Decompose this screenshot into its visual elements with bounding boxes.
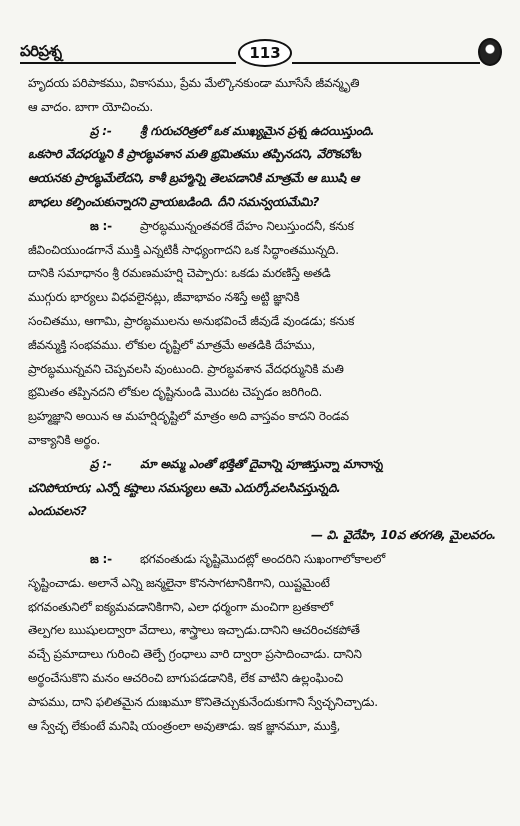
answer-line: ప్రారబ్ధమున్నవని చెప్పవలసి వుంటుంది. ప్రారబ్ధవశాన వేదధర్మునికి మతి: [28, 361, 344, 376]
question-text: మా అమ్మ ఎంతో భక్తితో దైవాన్ని పూజిస్తున్నా మానాన్న: [140, 456, 383, 471]
answer-line: పాపము, దాని ఫలితమైన దుఃఖమూ కొనితెచ్చుకునేందుకుగాని స్వేచ్ఛనిచ్చాడు.: [28, 694, 378, 709]
answer-2-first-line: [28, 548, 496, 572]
answer-1-first-line: [28, 215, 496, 239]
answer-line: ముగ్గురు భార్యలు విధవలైనట్లు, జీవాభావం నశిస్తే అట్టి జ్ఞానికి: [28, 290, 300, 305]
question-line: ఒకసారి వేదధర్ముని కి ప్రారబ్ధవశాన మతి భ్రమితము తప్పినదని, వేరొకచోట: [28, 147, 361, 162]
running-title: పరిప్రశ్న: [20, 42, 62, 60]
portrait-icon: [478, 38, 502, 66]
answer-line: జీవన్ముక్తి సంభవము. లోకుల దృష్టిలో మాత్రమే అతడికి దేహము,: [28, 337, 316, 352]
question-1-first-line: [28, 120, 496, 144]
answer-line: తెల్పగల ఋషులద్వారా వేదాలు, శాస్త్రాలు ఇచ్చాడు.దానిని ఆచరించకపోతే: [28, 623, 360, 638]
question-text: శ్రీ గురుచరిత్రలో ఒక ముఖ్యమైన ప్రశ్న ఉదయిస్తుంది.: [140, 123, 375, 138]
answer-text: భగవంతుడు సృష్టిమొదట్లో అందరిని సుఖంగాలోకాలలో: [140, 551, 386, 566]
answer-line: అర్థంచేసుకొని మనం ఆచరించి బాగుపడడానికి, లేక వాటిని ఉల్లంఘించి: [28, 670, 344, 685]
header-rule-left: [20, 62, 236, 64]
answer-line: సంచితము, ఆగామి, ప్రారబ్ధములను అనుభవించే జీవుడే వుండడు; కనుక: [28, 313, 355, 328]
answer-line: ఆ స్వేచ్ఛ లేకుంటే మనిషి యంత్రంలా అవుతాడు. ఇక జ్ఞానమూ, ముక్తి,: [28, 718, 341, 733]
answer-line: బ్రహ్మజ్ఞాని అయిన ఆ మహర్షిదృష్టిలో మాత్రం అది వాస్తవం కాదని రెండవ: [28, 409, 349, 424]
answer-line: జీవించియుండగానే ముక్తి ఎన్నటికీ సాధ్యంగాదని ఒక సిద్ధాంతమున్నది.: [28, 242, 339, 257]
page-number: 113: [238, 39, 292, 67]
question-tag: ప్ర :-: [90, 456, 112, 471]
answer-tag: జ :-: [90, 218, 112, 233]
question-signature: — వి. వైదేహి, 10వ తరగతి, మైలవరం.: [310, 528, 496, 543]
answer-text: ప్రారబ్ధమున్నంతవరకే దేహం నిలుస్తుందనీ, కనుక: [140, 218, 354, 233]
answer-line: దానికి సమాధానం శ్రీ రమణమహర్షి చెప్పారు: ఒకడు మరణిస్తే అతడి: [28, 266, 331, 281]
text-line: ఆ వాదం. బాగా యోచించు.: [28, 99, 153, 114]
question-line: ఎందువలన?: [28, 504, 87, 519]
question-tag: ప్ర :-: [90, 123, 112, 138]
question-2-first-line: [28, 453, 496, 477]
body-text: [28, 72, 496, 738]
text-line: హృదయ పరిపాకము, వికాసము, ప్రేమ మేల్కొనకుండా మూసేసే జీవన్మృతి: [28, 76, 360, 90]
question-line: బాధలు కల్పించుకున్నారని వ్రాయబడింది. దీని సమన్వయమేమి?: [28, 194, 320, 209]
answer-line: సృష్టించాడు. అలానే ఎన్ని జన్మలైనా కొనసాగటానికిగాని, యిష్టమైంటే: [28, 575, 330, 590]
answer-line: వాక్యానికి అర్థం.: [28, 432, 101, 447]
question-line: చనిపోయారు; ఎన్నో కష్టాలు సమస్యలు ఆమె ఎదుర్కోవలసివస్తున్నది.: [28, 480, 341, 495]
question-line: ఆయనకు ప్రారబ్ధమేలేదని, కాశీ బ్రహ్మాన్ని తెలపడానికి మాత్రమే ఆ ఋషి ఆ: [28, 171, 360, 186]
answer-tag: జ :-: [90, 551, 112, 566]
answer-line: భ్రమితం తప్పినదని లోకుల దృష్టినుండి మొదట చెప్పడం జరిగింది.: [28, 385, 323, 400]
answer-line: వచ్చే ప్రమాదాలు గురించి తెల్పే గ్రంధాలు వారి ద్వారా ప్రసాదించాడు. దానిని: [28, 647, 362, 662]
page-header: [20, 38, 502, 70]
header-rule-right: [292, 62, 480, 64]
answer-line: భగవంతునిలో ఐక్యమవడానికిగాని, ఎలా ధర్మంగా మంచిగా బ్రతకాలో: [28, 599, 333, 614]
